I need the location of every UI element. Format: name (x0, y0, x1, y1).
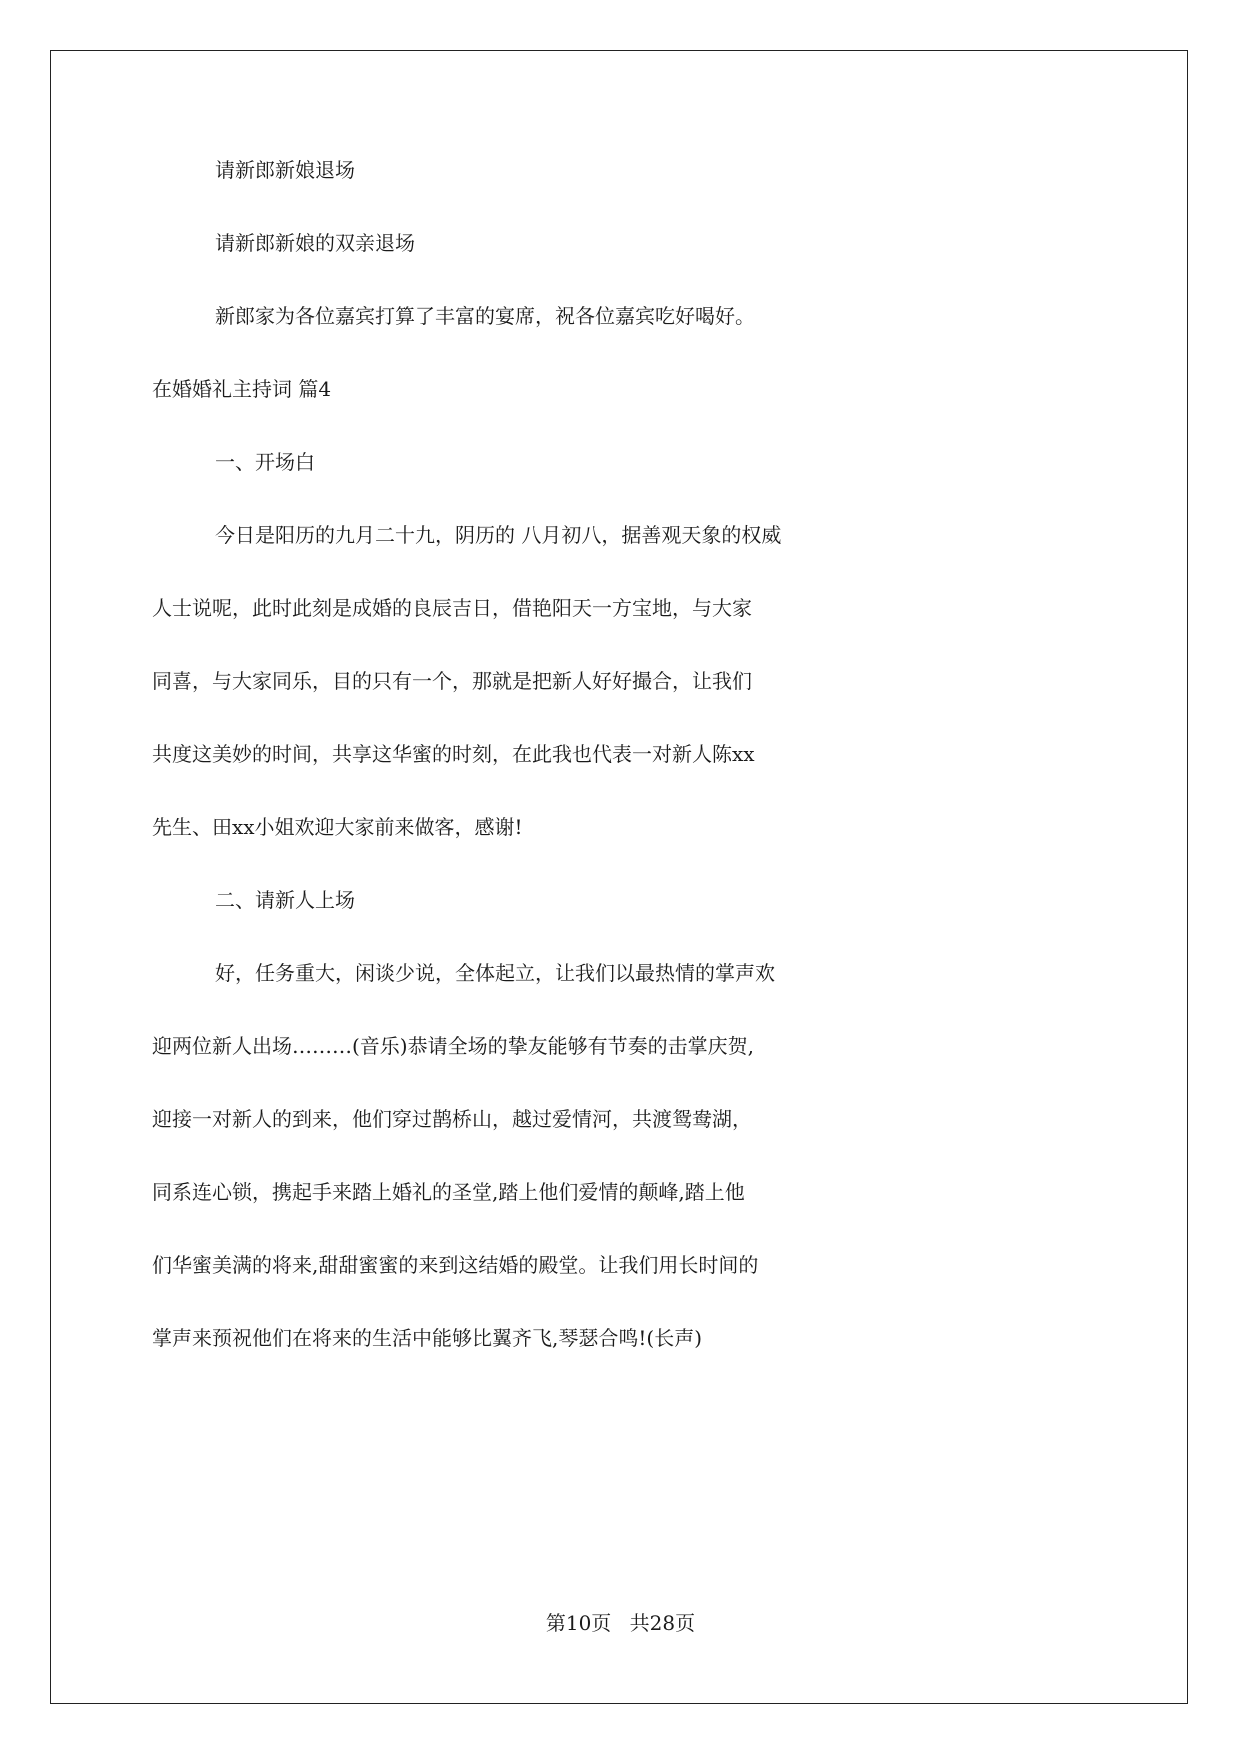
paragraph-line: 人士说呢，此时此刻是成婚的良辰吉日，借艳阳天一方宝地，与大家 (152, 596, 752, 620)
paragraph-line: 同系连心锁，携起手来踏上婚礼的圣堂,踏上他们爱情的颠峰,踏上他 (152, 1180, 745, 1204)
paragraph-line: 掌声来预祝他们在将来的生活中能够比翼齐飞,琴瑟合鸣!(长声) (152, 1326, 702, 1350)
page-footer (0, 1610, 1241, 1636)
paragraph-line: 迎接一对新人的到来，他们穿过鹊桥山，越过爱情河，共渡鸳鸯湖， (152, 1107, 752, 1131)
paragraph-line: 请新郎新娘的双亲退场 (215, 231, 415, 255)
subsection-heading: 二、请新人上场 (215, 888, 355, 912)
paragraph-line: 同喜，与大家同乐，目的只有一个，那就是把新人好好撮合，让我们 (152, 669, 752, 693)
subsection-heading: 一、开场白 (215, 450, 315, 474)
paragraph-line: 请新郎新娘退场 (215, 158, 355, 182)
paragraph-line: 们华蜜美满的将来,甜甜蜜蜜的来到这结婚的殿堂。让我们用长时间的 (152, 1253, 759, 1277)
paragraph-line: 好，任务重大，闲谈少说，全体起立，让我们以最热情的掌声欢 (215, 961, 775, 985)
paragraph-line: 今日是阳历的九月二十九，阴历的 八月初八，据善观天象的权威 (215, 523, 782, 547)
page-number: 第10页 (545, 1611, 612, 1635)
section-heading: 在婚婚礼主持词 篇4 (152, 377, 332, 401)
paragraph-line: 新郎家为各位嘉宾打算了丰富的宴席，祝各位嘉宾吃好喝好。 (215, 304, 755, 328)
paragraph-line: 先生、田xx小姐欢迎大家前来做客，感谢! (152, 815, 523, 839)
paragraph-line: 共度这美妙的时间，共享这华蜜的时刻，在此我也代表一对新人陈xx (152, 742, 755, 766)
page-total: 共28页 (629, 1611, 696, 1635)
paragraph-line: 迎两位新人出场………(音乐)恭请全场的挚友能够有节奏的击掌庆贺, (152, 1034, 754, 1058)
